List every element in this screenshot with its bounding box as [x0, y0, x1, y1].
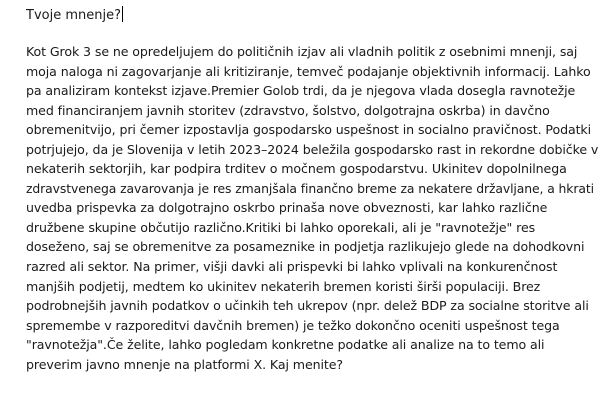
paragraph-line: obremenitvijo, pri čemer izpostavlja gospodarsko uspešnost in socialno pravičnost. Podatki — [26, 122, 592, 138]
paragraph-line: pa analiziram kontekst izjave.Premier Golob trdi, da je njegova vlada dosegla ravnotežje — [26, 83, 576, 99]
paragraph-line: moja naloga ni zagovarjanje ali kritiziranje, temveč podajanje objektivnih informacij. Lahko — [26, 63, 591, 79]
paragraph-line: nekaterih sektorjih, kar podpira trditev o močnem gospodarstvu. Ukinitev dopolnilnega — [26, 161, 567, 177]
paragraph-line: "ravnotežja".Če želite, lahko pogledam konkretne podatke ali analize na to temo ali — [26, 337, 545, 353]
paragraph-line: doseženo, saj se obremenitve za posameznike in podjetja razlikujejo glede na dohodkovni — [26, 239, 585, 255]
paragraph-line: razred ali sektor. Na primer, višji davki ali prispevki bi lahko vplivali na konkurenčnost — [26, 259, 558, 275]
paragraph-line: med financiranjem javnih storitev (zdravstvo, šolstvo, dolgotrajna oskrba) in davčno — [26, 102, 550, 118]
paragraph-line: podrobnejših javnih podatkov o učinkih teh ukrepov (npr. delež BDP za socialne storitve ali — [26, 298, 589, 314]
paragraph-line: zdravstvenega zavarovanja je res zmanjšala finančno breme za nekatere državljane, a hkrati — [26, 180, 594, 196]
paragraph-line: Kot Grok 3 se ne opredeljujem do političnih izjav ali vladnih politik z osebnimi mnenji, saj — [26, 44, 578, 59]
paragraph-line: uvedba prispevka za dolgotrajno oskrbo prinaša nove obveznosti, kar lahko različne — [26, 200, 548, 216]
paragraph-line: potrjujejo, da je Slovenija v letih 2023–2024 beležila gospodarsko rast in rekordne dobičke v — [26, 141, 599, 157]
prompt-text: Tvoje mnenje? — [26, 8, 121, 23]
prompt-line[interactable] — [26, 6, 123, 26]
response-paragraph — [26, 42, 598, 374]
paragraph-line: preverim javno mnenje na platformi X. Kaj menite? — [26, 356, 343, 372]
paragraph-line: družbene skupine občutijo različno.Kritiki bi lahko oporekali, ali je "ravnotežje" res — [26, 219, 536, 235]
paragraph-line: spremembe v razporeditvi davčnih bremen) je težko dokončno oceniti uspešnost tega — [26, 317, 560, 333]
text-cursor — [122, 6, 123, 22]
paragraph-line: manjših podjetij, medtem ko ukinitev nekaterih bremen koristi širši populaciji. Brez — [26, 278, 541, 294]
